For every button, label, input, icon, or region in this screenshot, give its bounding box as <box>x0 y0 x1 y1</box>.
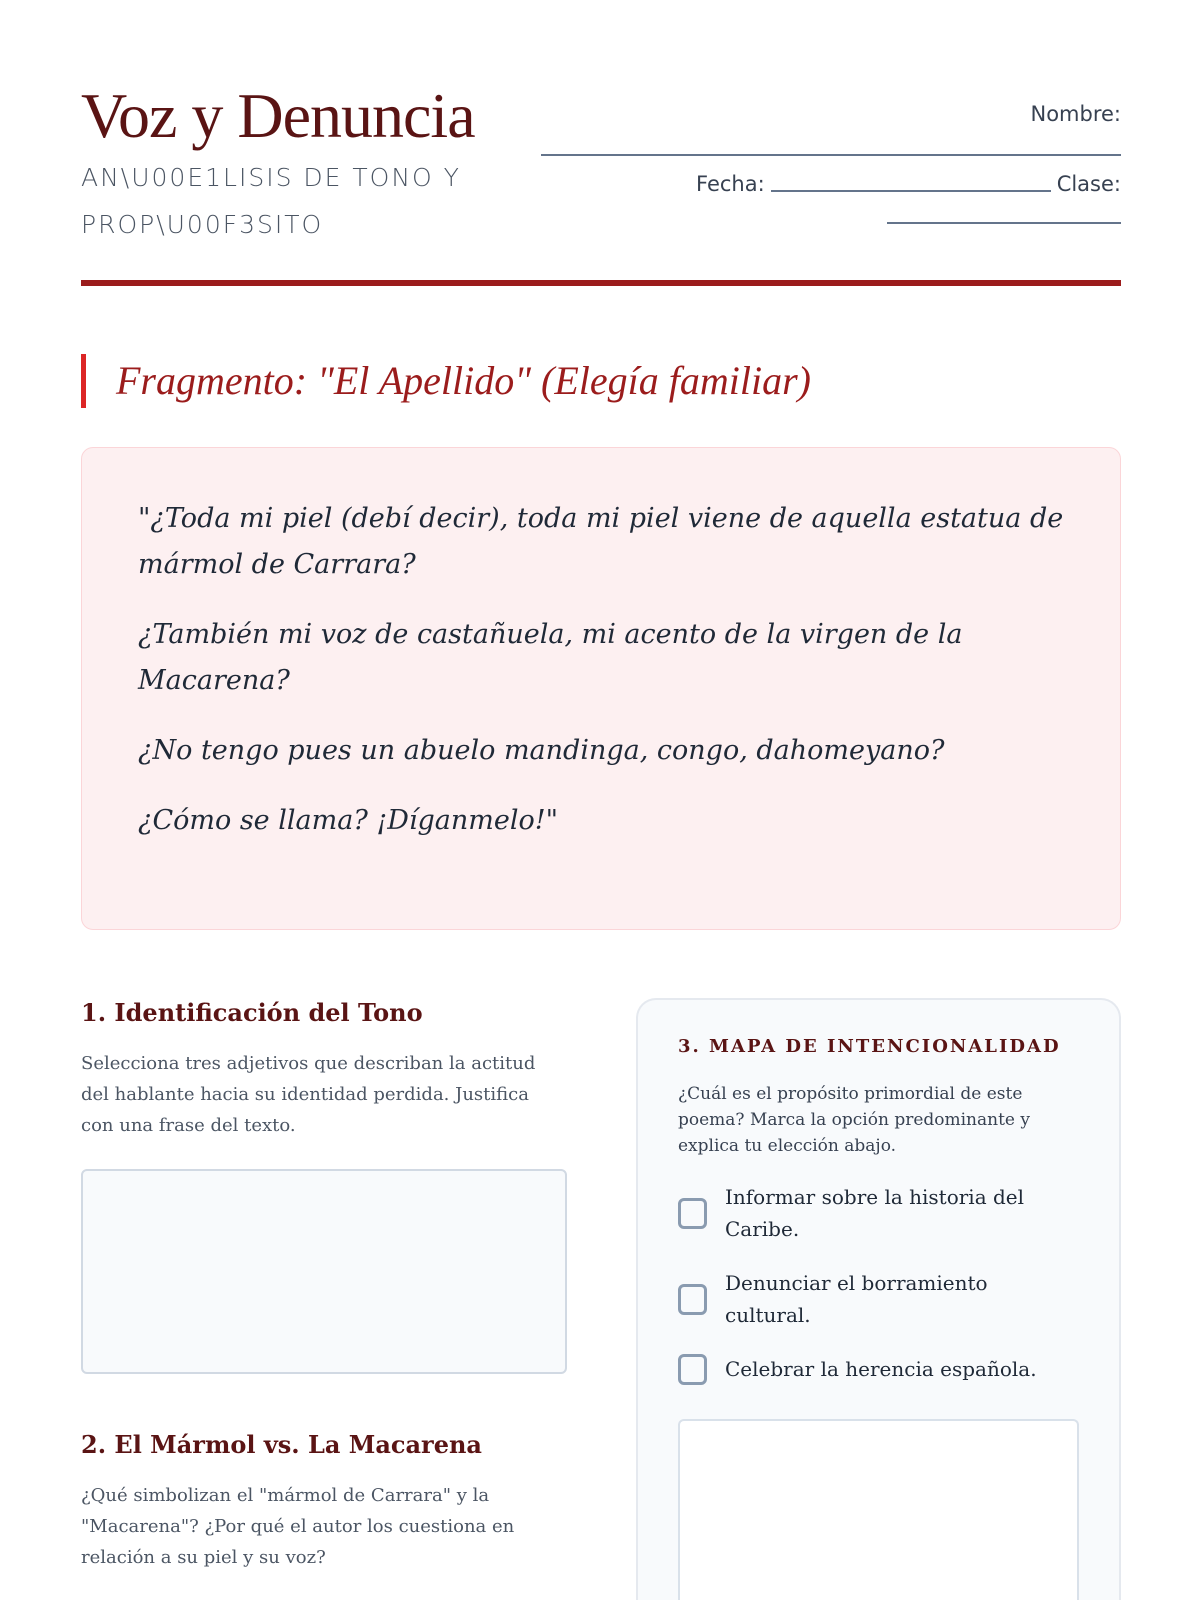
checkbox[interactable] <box>678 1354 707 1385</box>
section3-description: ¿Cuál es el propósito primordial de este poema? Marca la opción predominante y explica tu elección abajo. <box>678 1084 1030 1156</box>
section2-title: 2. El Mármol vs. La Macarena <box>81 1430 482 1459</box>
worksheet-header <box>81 80 1121 274</box>
option-denunciar[interactable] <box>678 1267 1079 1331</box>
worksheet-subtitle: AN\U00E1LISIS DE TONO Y PROP\U00F3SITO <box>81 163 461 239</box>
section1-title: 1. Identificación del Tono <box>81 998 423 1027</box>
poem-quote <box>81 447 1121 930</box>
clase-field[interactable] <box>887 222 1121 224</box>
quote-line: "¿Toda mi piel (debí decir), toda mi piel viene de aquella estatua de mármol de Carrara? <box>138 503 1064 580</box>
quote-line: ¿Cómo se llama? ¡Díganmelo!" <box>138 805 559 836</box>
quote-line: ¿También mi voz de castañuela, mi acento de la virgen de la Macarena? <box>138 619 963 696</box>
option-informar[interactable] <box>678 1181 1079 1245</box>
fragment-heading: Fragmento: "El Apellido" (Elegía familiar) <box>81 354 811 408</box>
option-label: Denunciar el borramiento cultural. <box>725 1271 988 1327</box>
section3-answer-box[interactable] <box>678 1419 1079 1600</box>
nombre-label: Nombre: <box>1030 102 1121 126</box>
section1-description: Selecciona tres adjetivos que describan la actitud del hablante hacia su identidad perdida. Justifica con una frase del texto. <box>81 1053 536 1136</box>
option-celebrar[interactable] <box>678 1353 1079 1385</box>
student-info <box>541 102 1121 224</box>
quote-line: ¿No tengo pues un abuelo mandinga, congo, dahomeyano? <box>138 735 945 766</box>
checkbox[interactable] <box>678 1198 707 1229</box>
checkbox[interactable] <box>678 1284 707 1315</box>
nombre-field[interactable] <box>541 154 1121 156</box>
intentionality-card <box>636 998 1121 1600</box>
option-label: Celebrar la herencia española. <box>725 1357 1037 1381</box>
clase-label: Clase: <box>1056 172 1121 196</box>
section3-title: 3. MAPA DE INTENCIONALIDAD <box>678 1036 1061 1057</box>
section1-answer-box[interactable] <box>81 1169 567 1374</box>
header-divider <box>81 280 1121 286</box>
fecha-field[interactable] <box>771 190 1051 192</box>
option-label: Informar sobre la historia del Caribe. <box>725 1185 1025 1241</box>
fecha-label: Fecha: <box>696 172 765 196</box>
left-column <box>81 998 567 1573</box>
worksheet-title: Voz y Denuncia <box>81 80 475 151</box>
section2-description: ¿Qué simbolizan el "mármol de Carrara" y la "Macarena"? ¿Por qué el autor los cuestiona en relación a su piel y su voz? <box>81 1485 515 1568</box>
